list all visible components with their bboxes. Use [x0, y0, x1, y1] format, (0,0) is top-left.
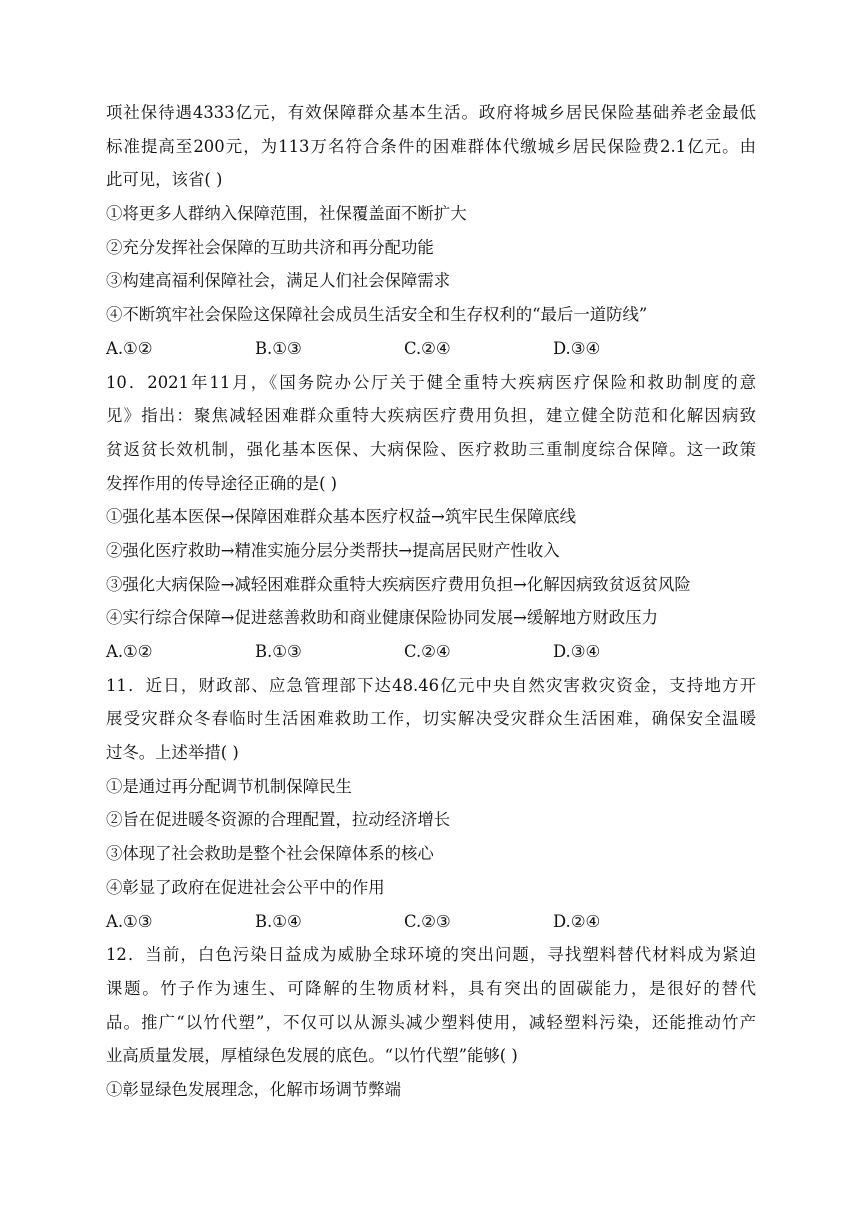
q11-option-b[interactable]: B.①④	[255, 911, 302, 931]
question-11	[106, 669, 756, 939]
q12-stem-line: 业高质量发展，厚植绿色发展的底色。“以竹代塑”能够( )	[106, 1046, 518, 1066]
q9-stem-line: 项社保待遇4333亿元，有效保障群众基本生活。政府将城乡居民保险基础养老金最低	[106, 103, 756, 122]
q11-statement-3: ③体现了社会救助是整个社会保障体系的核心	[106, 844, 434, 864]
q9-option-b[interactable]: B.①③	[255, 338, 302, 358]
q12-statement-1: ①彰显绿色发展理念，化解市场调节弊端	[106, 1079, 402, 1099]
q9-statement-2: ②充分发挥社会保障的互助共济和再分配功能	[106, 237, 434, 257]
question-10	[106, 366, 756, 669]
q9-statement-4: ④不断筑牢社会保险这保障社会成员生活安全和生存权利的“最后一道防线”	[106, 305, 648, 325]
q11-options	[106, 905, 756, 939]
q10-statement-2: ②强化医疗救助→精准实施分层分类帮扶→提高居民财产性收入	[106, 540, 560, 560]
question-9	[106, 96, 756, 366]
q9-stem-line: 标准提高至200元，为113万名符合条件的困难群体代缴城乡居民保险费2.1亿元。由	[106, 136, 756, 156]
q10-option-d[interactable]: D.③④	[553, 642, 601, 661]
q11-stem-line: 展受灾群众冬春临时生活困难救助工作，切实解决受灾群众生活困难，确保安全温暖	[106, 709, 756, 729]
q12-stem-line: 课题。竹子作为速生、可降解的生物质材料，具有突出的固碳能力，是很好的替代	[106, 978, 756, 998]
q10-stem-line: 发挥作用的传导途径正确的是( )	[106, 473, 338, 493]
q9-stem-line: 此可见，该省( )	[106, 170, 223, 190]
q10-options	[106, 635, 756, 669]
q11-stem-line: 11．近日，财政部、应急管理部下达48.46亿元中央自然灾害救灾资金，支持地方开	[106, 675, 756, 695]
q10-stem-line: 见》指出：聚焦减轻困难群众重特大疾病医疗费用负担，建立健全防范和化解因病致	[106, 406, 756, 426]
exam-page	[106, 96, 756, 1107]
q9-option-d[interactable]: D.③④	[553, 338, 601, 358]
q11-option-a[interactable]: A.①③	[106, 911, 153, 931]
q9-option-a[interactable]: A.①②	[106, 338, 153, 358]
q10-option-a[interactable]: A.①②	[106, 642, 153, 661]
q9-statement-1: ①将更多人群纳入保障范围，社保覆盖面不断扩大	[106, 204, 467, 224]
q11-option-d[interactable]: D.②④	[553, 911, 601, 931]
q10-stem-line: 10．2021年11月，《国务院办公厅关于健全重特大疾病医疗保险和救助制度的意	[106, 372, 756, 392]
q10-option-c[interactable]: C.②④	[404, 642, 451, 661]
q9-options	[106, 332, 756, 366]
q11-statement-2: ②旨在促进暖冬资源的合理配置，拉动经济增长	[106, 810, 451, 830]
q10-stem-line: 贫返贫长效机制，强化基本医保、大病保险、医疗救助三重制度综合保障。这一政策	[106, 439, 756, 459]
q11-stem-line: 过冬。上述举措( )	[106, 743, 239, 763]
q11-statement-1: ①是通过再分配调节机制保障民生	[106, 776, 352, 796]
q12-stem-line: 12．当前，白色污染日益成为威胁全球环境的突出问题，寻找塑料替代材料成为紧迫	[106, 945, 756, 965]
q9-statement-3: ③构建高福利保障社会，满足人们社会保障需求	[106, 271, 451, 291]
q10-option-b[interactable]: B.①③	[255, 642, 302, 661]
q10-statement-1: ①强化基本医保→保障困难群众基本医疗权益→筑牢民生保障底线	[106, 507, 577, 527]
question-12	[106, 938, 756, 1106]
q10-statement-3: ③强化大病保险→减轻困难群众重特大疾病医疗费用负担→化解因病致贫返贫风险	[106, 574, 691, 594]
q11-option-c[interactable]: C.②③	[404, 911, 451, 931]
q11-statement-4: ④彰显了政府在促进社会公平中的作用	[106, 877, 385, 897]
q10-statement-4: ④实行综合保障→促进慈善救助和商业健康保险协同发展→缓解地方财政压力	[106, 608, 658, 628]
q9-option-c[interactable]: C.②④	[404, 338, 451, 358]
q12-stem-line: 品。推广“以竹代塑”，不仅可以从源头减少塑料使用，减轻塑料污染，还能推动竹产	[106, 1012, 756, 1032]
